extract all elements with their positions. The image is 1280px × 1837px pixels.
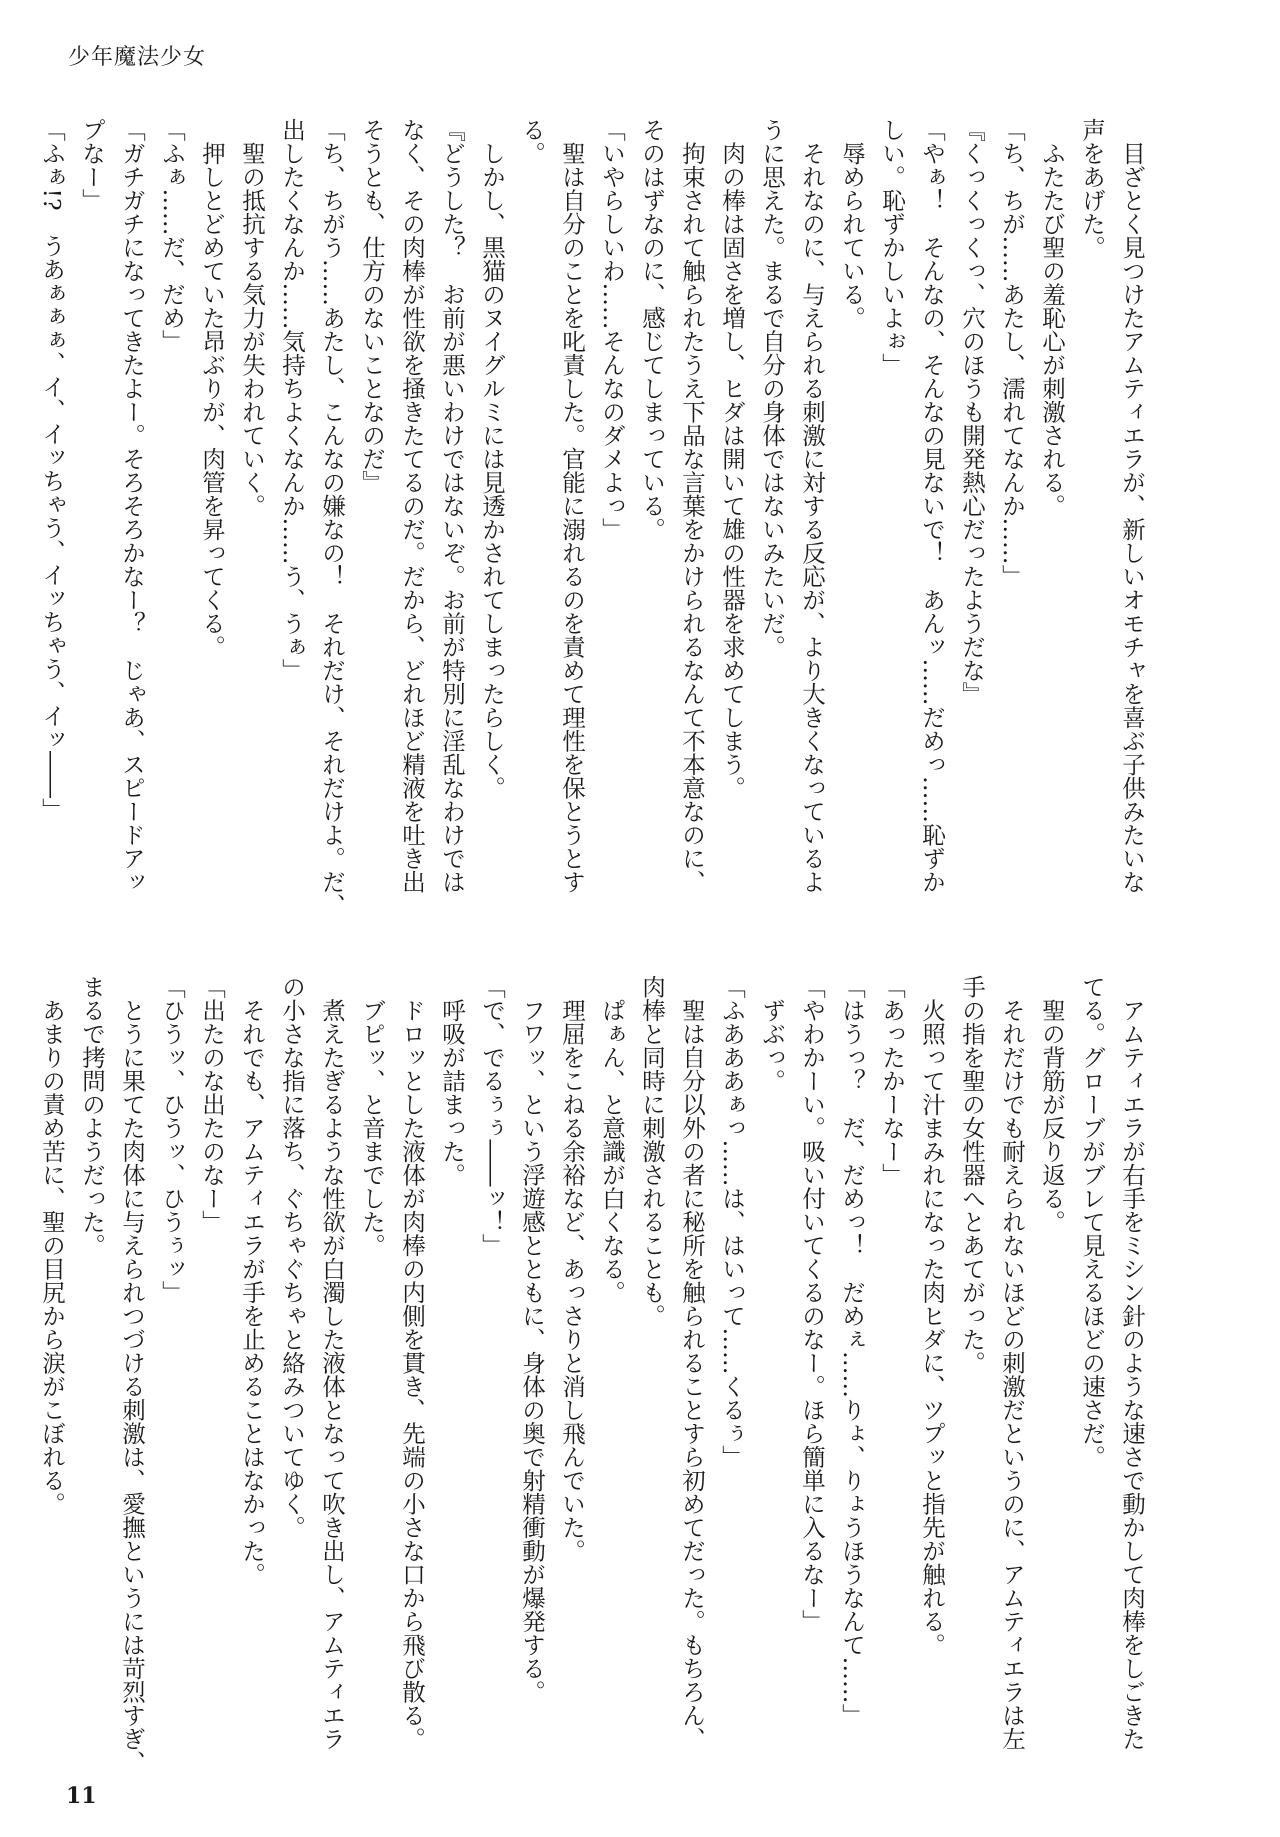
page-number: 11 <box>66 1783 97 1809</box>
text-line: フワッ、という浮遊感とともに、身体の奥で射精衝動が爆発する。 <box>518 975 546 1704</box>
text-line: 「ひうッ、ひうッ、ひうぅッ」 <box>158 975 186 1304</box>
text-line: 「ち、ちがう……あたし、こんなの嫌なの！ それだけ、それだけよ。だ、 <box>318 118 346 917</box>
text-line: アムティエラが右手をミシン針のような速さで動かして肉棒をしごきた <box>1118 975 1146 1751</box>
text-block-bottom <box>38 975 1152 1774</box>
text-line: 火照って汁まみれになった肉ヒダに、ツプッと指先が触れる。 <box>918 975 946 1657</box>
text-line: 「ガチガチになってきたよー。そろそろかなー？ じゃあ、スピードアッ <box>118 118 146 894</box>
text-line: 煮えたぎるような性欲が白濁した液体となって吹き出し、アムティエラ <box>318 975 346 1751</box>
text-line: 肉の棒は固さを増し、ヒダは開いて雄の性器を求めてしまう。 <box>718 118 746 800</box>
text-line: それだけでも耐えられないほどの刺激だというのに、アムティエラは左 <box>998 975 1026 1751</box>
text-line: 「ふぁ……だ、だめ」 <box>158 118 186 353</box>
text-line: 「やぁ！ そんなの、そんなの見ないで！ あんッ……だめっ……恥ずか <box>918 118 946 894</box>
text-line: ドロッとした液体が肉棒の内側を貫き、先端の小さな口から飛び散る。 <box>398 975 426 1751</box>
text-line: 「あったかーなー」 <box>878 975 906 1187</box>
text-line: とうに果てた肉体に与えられつづける刺激は、愛撫というには苛烈すぎ、 <box>118 975 146 1774</box>
text-line: 聖の背筋が反り返る。 <box>1038 975 1066 1234</box>
text-line: 『どうした？ お前が悪いわけではないぞ。お前が特別に淫乱なわけでは <box>438 118 466 894</box>
text-line: 聖は自分以外の者に秘所を触られることすら初めてだった。もちろん、 <box>678 975 706 1751</box>
text-line: 聖の抵抗する気力が失われていく。 <box>238 118 266 518</box>
text-line: うに思えた。まるで自分の身体ではないみたいだ。 <box>758 118 786 659</box>
text-line: 辱められている。 <box>838 118 866 330</box>
text-line: 『くっくっくっ、穴のほうも開発熱心だったようだな』 <box>958 118 986 706</box>
text-line: 拘束されて触られたうえ下品な言葉をかけられるなんて不本意なのに、 <box>678 118 706 894</box>
text-line: 手の指を聖の女性器へとあてがった。 <box>958 975 986 1375</box>
text-line: 「ふあああぁっ……は、はいって……くるぅ」 <box>718 975 746 1469</box>
text-line: ふたたび聖の羞恥心が刺激される。 <box>1038 118 1066 518</box>
text-line: 「で、でるぅぅ――ッ！」 <box>478 975 506 1257</box>
text-line: 呼吸が詰まった。 <box>438 975 466 1187</box>
text-line: てる。グローブがブレて見えるほどの速さだ。 <box>1078 975 1106 1469</box>
text-line: 聖は自分のことを叱責した。官能に溺れるのを責めて理性を保とうとす <box>558 118 586 894</box>
text-line: ぱぁん、と意識が白くなる。 <box>598 975 626 1304</box>
running-header: 少年魔法少女 <box>68 45 207 70</box>
text-line: まるで拷問のようだった。 <box>78 975 106 1257</box>
text-line: 「出たのな出たのなー」 <box>198 975 226 1234</box>
text-line: そうとも、仕方のないことなのだ』 <box>358 118 386 494</box>
text-line: 目ざとく見つけたアムティエラが、新しいオモチャを喜ぶ子供みたいな <box>1118 118 1146 894</box>
text-line: 出したくなんか……気持ちよくなんか……う、うぁ」 <box>278 118 306 682</box>
text-line: 「ふぁ!? うあぁぁぁ、イ、イッちゃう、イッちゃう、イッ――」 <box>38 118 66 822</box>
text-line: の小さな指に落ち、ぐちゃぐちゃと絡みついてゆく。 <box>278 975 306 1539</box>
text-line: 理屈をこねる余裕など、あっさりと消し飛んでいた。 <box>558 975 586 1563</box>
text-line: プなー」 <box>78 118 106 212</box>
text-line: る。 <box>518 118 546 165</box>
text-line: 声をあげた。 <box>1078 118 1106 259</box>
text-line: 「いやらしいわ……そんなのダメよっ」 <box>598 118 626 541</box>
text-line: ブピッ、と音までした。 <box>358 975 386 1257</box>
text-line: それなのに、与えられる刺激に対する反応が、より大きくなっているよ <box>798 118 826 894</box>
text-line: ずぶっ。 <box>758 975 786 1093</box>
text-line: 「はうっ？ だ、だめっ！ だめぇ……りょ、りょうほうなんて……」 <box>838 975 866 1727</box>
text-line: 肉棒と同時に刺激されることも。 <box>638 975 666 1328</box>
text-line: なく、その肉棒が性欲を掻きたてるのだ。だから、どれほど精液を吐き出 <box>398 118 426 894</box>
text-line: しかし、黒猫のヌイグルミには見透かされてしまったらしく。 <box>478 118 506 800</box>
text-line: それでも、アムティエラが手を止めることはなかった。 <box>238 975 266 1586</box>
text-line: 「やわかーい。吸い付いてくるのなー。ほら簡単に入るなー」 <box>798 975 826 1633</box>
text-line: そのはずなのに、感じてしまっている。 <box>638 118 666 541</box>
text-line: しい。恥ずかしいよぉ」 <box>878 118 906 377</box>
text-block-top <box>38 118 1152 917</box>
text-line: 押しとどめていた昂ぶりが、肉管を昇ってくる。 <box>198 118 226 659</box>
text-line: あまりの責め苦に、聖の目尻から涙がこぼれる。 <box>38 975 66 1516</box>
text-line: 「ち、ちが……あたし、濡れてなんか……」 <box>998 118 1026 588</box>
